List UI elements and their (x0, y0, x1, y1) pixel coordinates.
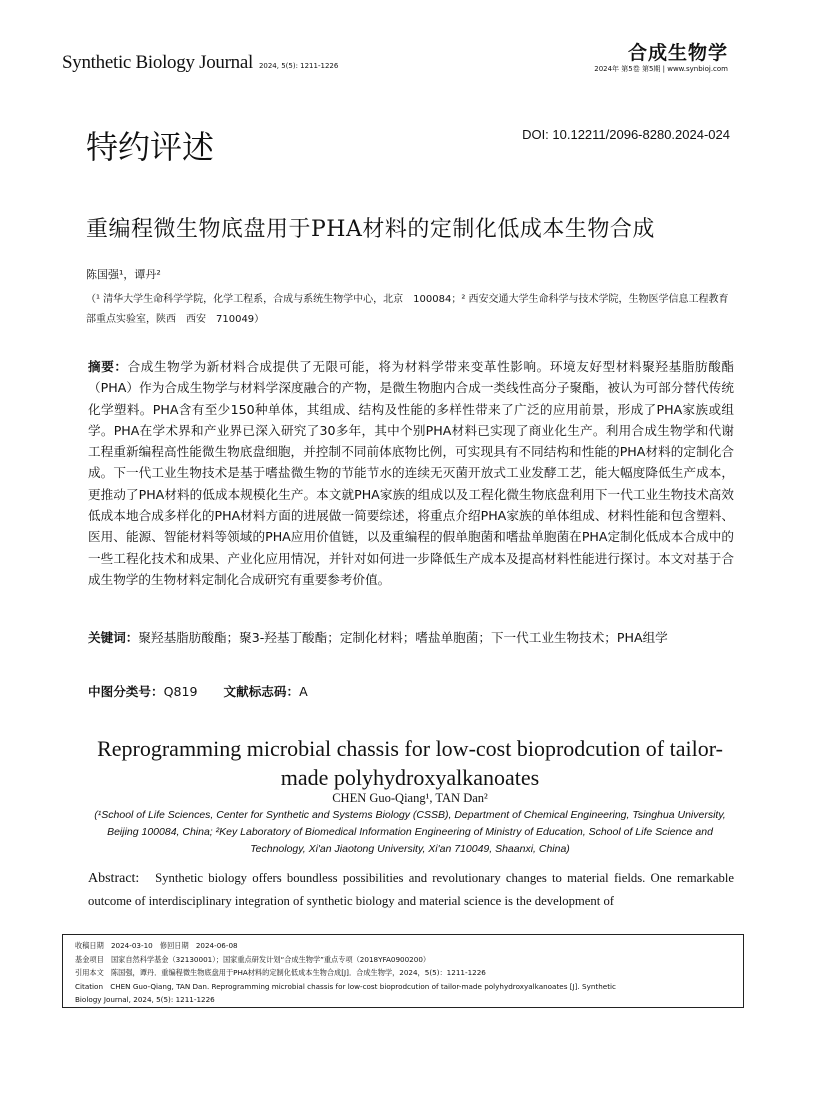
citation-en-cont: Biology Journal, 2024, 5(5): 1211-1226 (75, 995, 215, 1005)
doi[interactable]: DOI: 10.12211/2096-8280.2024-024 (522, 127, 730, 142)
received-dates: 收稿日期 2024-03-10 修回日期 2024-06-08 (75, 941, 238, 950)
title-cn: 重编程微生物底盘用于PHA材料的定制化低成本生物合成 (86, 217, 655, 242)
doc-code-value: A (299, 684, 308, 699)
keywords-label: 关键词： (88, 630, 139, 645)
citation-cn: 引用本文 陈国强，谭丹．重编程微生物底盘用于PHA材料的定制化低成本生物合成[J]．合成生物学，2024，5(5)：1211-1226 (75, 968, 486, 978)
keywords-cn (88, 627, 668, 646)
abstract-en (88, 867, 734, 912)
affiliations-cn: （¹ 清华大学生命科学学院，化学工程系，合成与系统生物学中心，北京 100084；² 西安交通大学生命科学与技术学院，生物医学信息工程教育部重点实验室，陕西 西安 710049） (86, 294, 729, 325)
affiliations-en: (¹School of Life Sciences, Center for Synthetic and Systems Biology (CSSB), Department of Chemical Engineering, Tsinghua University, Beijing 100084, China; ²Key Laboratory of Biomedical Information Engineering of Ministry of Education, School of Life Science and Technology, Xi'an Jiaotong University, Xi'an 710049, Shaanxi, China) (94, 809, 726, 855)
clc-label: 中图分类号： (88, 684, 164, 699)
journal-brand-logo: 合成生物学 (627, 42, 728, 64)
keywords-text: 聚羟基脂肪酸酯；聚3-羟基丁酸酯；定制化材料；嗜盐单胞菌；下一代工业生物技术；PHA组学 (138, 630, 668, 645)
section-label: 特约评述 (86, 128, 215, 166)
abstract-en-label: Abstract: (88, 871, 140, 886)
authors-cn: 陈国强¹，谭丹² (86, 268, 161, 281)
journal-volume: 2024, 5(5): 1211-1226 (258, 62, 339, 70)
citation-en: Citation CHEN Guo-Qiang, TAN Dan. Reprogramming microbial chassis for low-cost bioprodcution of tailor-made polyhydroxyalkanoates [J]. Synthetic (75, 981, 616, 991)
title-en: Reprogramming microbial chassis for low-cost bioprodcution of tailor-made polyhydroxyalkanoates (97, 736, 723, 790)
classification (88, 681, 308, 700)
journal-name (62, 52, 338, 74)
abstract-label: 摘要： (88, 359, 128, 374)
authors-en: CHEN Guo-Qiang¹, TAN Dan² (332, 791, 488, 805)
clc-value: Q819 (163, 684, 198, 699)
doc-code-label: 文献标志码： (223, 684, 300, 699)
issue-line: 2024年 第5卷 第5期 | www.synbioj.com (594, 65, 728, 73)
funding: 基金项目 国家自然科学基金（32130001）；国家重点研发计划“合成生物学”重点专项（2018YFA0900200） (75, 954, 431, 964)
abstract-en-text: Synthetic biology offers boundless possibilities and revolutionary changes to material fields. One remarkable outcome of interdisciplinary integration of synthetic biology and material science is the development of (88, 871, 734, 908)
abstract-cn (88, 356, 734, 590)
abstract-text: 合成生物学为新材料合成提供了无限可能，将为材料学带来变革性影响。环境友好型材料聚羟基脂肪酸酯（PHA）作为合成生物学与材料学深度融合的产物，是微生物胞内合成一类线性高分子聚酯，被认为可部分替代传统化学塑料。PHA含有至少150种单体，其组成、结构及性能的多样性带来了广泛的应用前景，形成了PHA家族或组学。PHA在学术界和产业界已深入研究了30多年，其中个别PHA材料已实现了商业化生产。利用合成生物学和代谢工程重新编程高性能微生物底盘细胞，并控制不同前体底物比例，可实现具有不同结构和性能的PHA材料的定制化合成。下一代工业生物技术是基于嗜盐微生物的节能节水的连续无灭菌开放式工业发酵工艺，能大幅度降低生产成本，更推动了PHA材料的低成本规模化生产。本文就PHA家族的组成以及工程化微生物底盘利用下一代工业生物技术高效低成本地合成多样化的PHA材料方面的进展做一简要综述，将重点介绍PHA家族的单体组成、材料性能和包含塑料、医用、能源、智能材料等领域的PHA应用价值链，以及重编程的假单胞菌和嗜盐单胞菌在PHA定制化低成本合成中的一些工程化技术和成果、产业化应用情况，并针对如何进一步降低生产成本及提高材料性能进行探讨。本文对基于合成生物学的生物材料定制化合成研究有重要参考价值。 (88, 359, 735, 587)
journal-title: Synthetic Biology Journal (62, 52, 253, 73)
article-info-box (62, 934, 744, 1008)
